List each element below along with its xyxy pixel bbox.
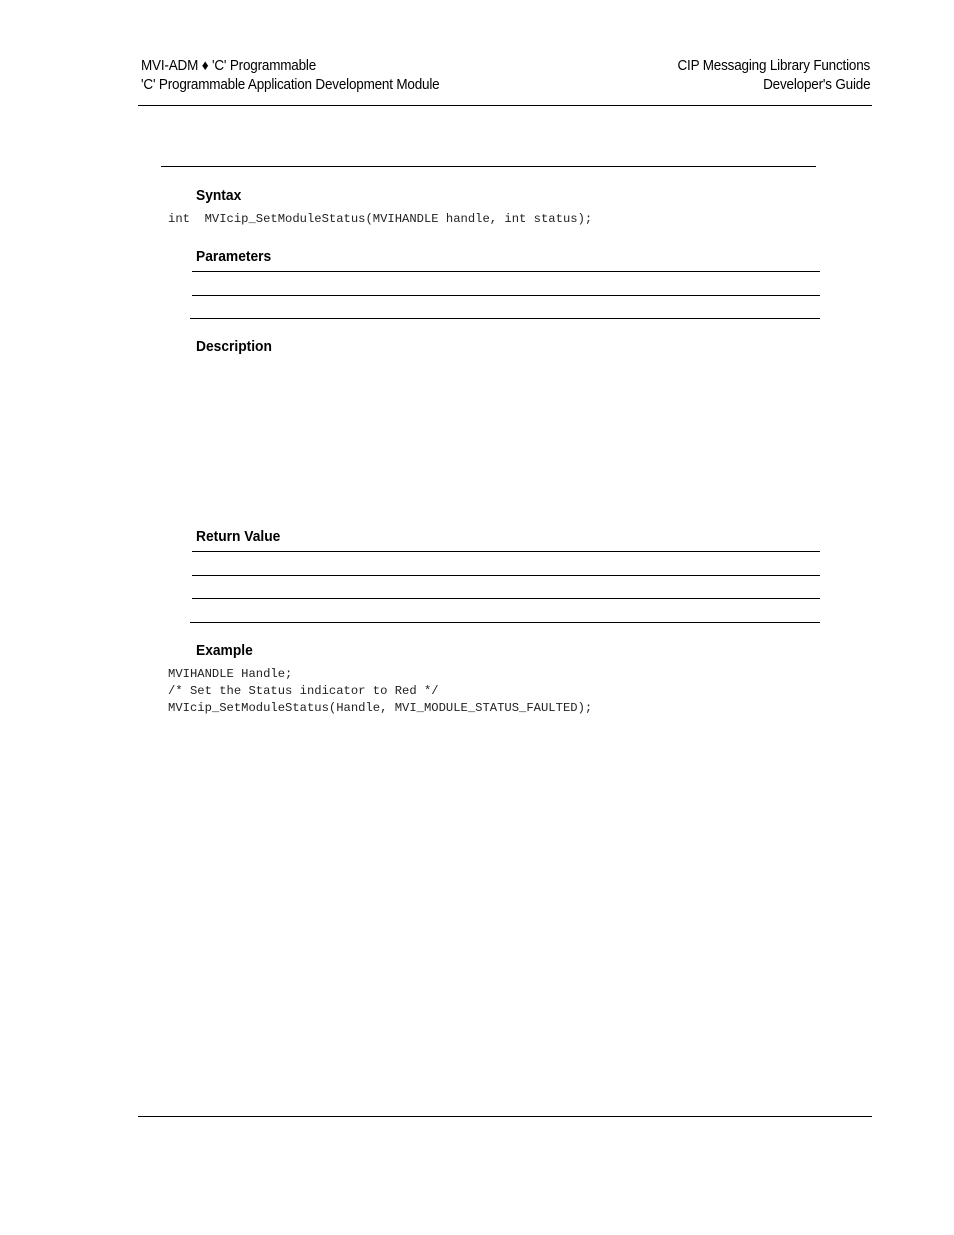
return-value-table-rule	[190, 622, 820, 623]
example-code-line: /* Set the Status indicator to Red */	[168, 684, 439, 698]
syntax-heading: Syntax	[196, 187, 242, 204]
example-heading: Example	[196, 642, 253, 659]
description-heading: Description	[196, 338, 272, 355]
return-value-heading: Return Value	[196, 528, 281, 545]
syntax-code: int MVIcip_SetModuleStatus(MVIHANDLE handle, int status);	[168, 212, 593, 226]
header-left-line1: MVI-ADM ♦ 'C' Programmable	[141, 58, 317, 74]
header-divider	[138, 105, 872, 106]
example-code-line: MVIHANDLE Handle;	[168, 667, 293, 681]
function-title-rule	[161, 166, 816, 167]
header-right-line2: Developer's Guide	[762, 77, 870, 93]
header-right-line1: CIP Messaging Library Functions	[677, 58, 870, 74]
return-value-table-rule	[192, 551, 820, 552]
example-code-line: MVIcip_SetModuleStatus(Handle, MVI_MODULE_STATUS_FAULTED);	[168, 701, 593, 715]
parameters-table-rule	[190, 318, 820, 319]
return-value-table-rule	[192, 598, 820, 599]
parameters-heading: Parameters	[196, 248, 272, 265]
footer-divider	[138, 1116, 872, 1117]
parameters-table-rule	[192, 295, 820, 296]
parameters-table-rule	[192, 271, 820, 272]
header-left-line2: 'C' Programmable Application Development Module	[141, 77, 440, 93]
return-value-table-rule	[192, 575, 820, 576]
